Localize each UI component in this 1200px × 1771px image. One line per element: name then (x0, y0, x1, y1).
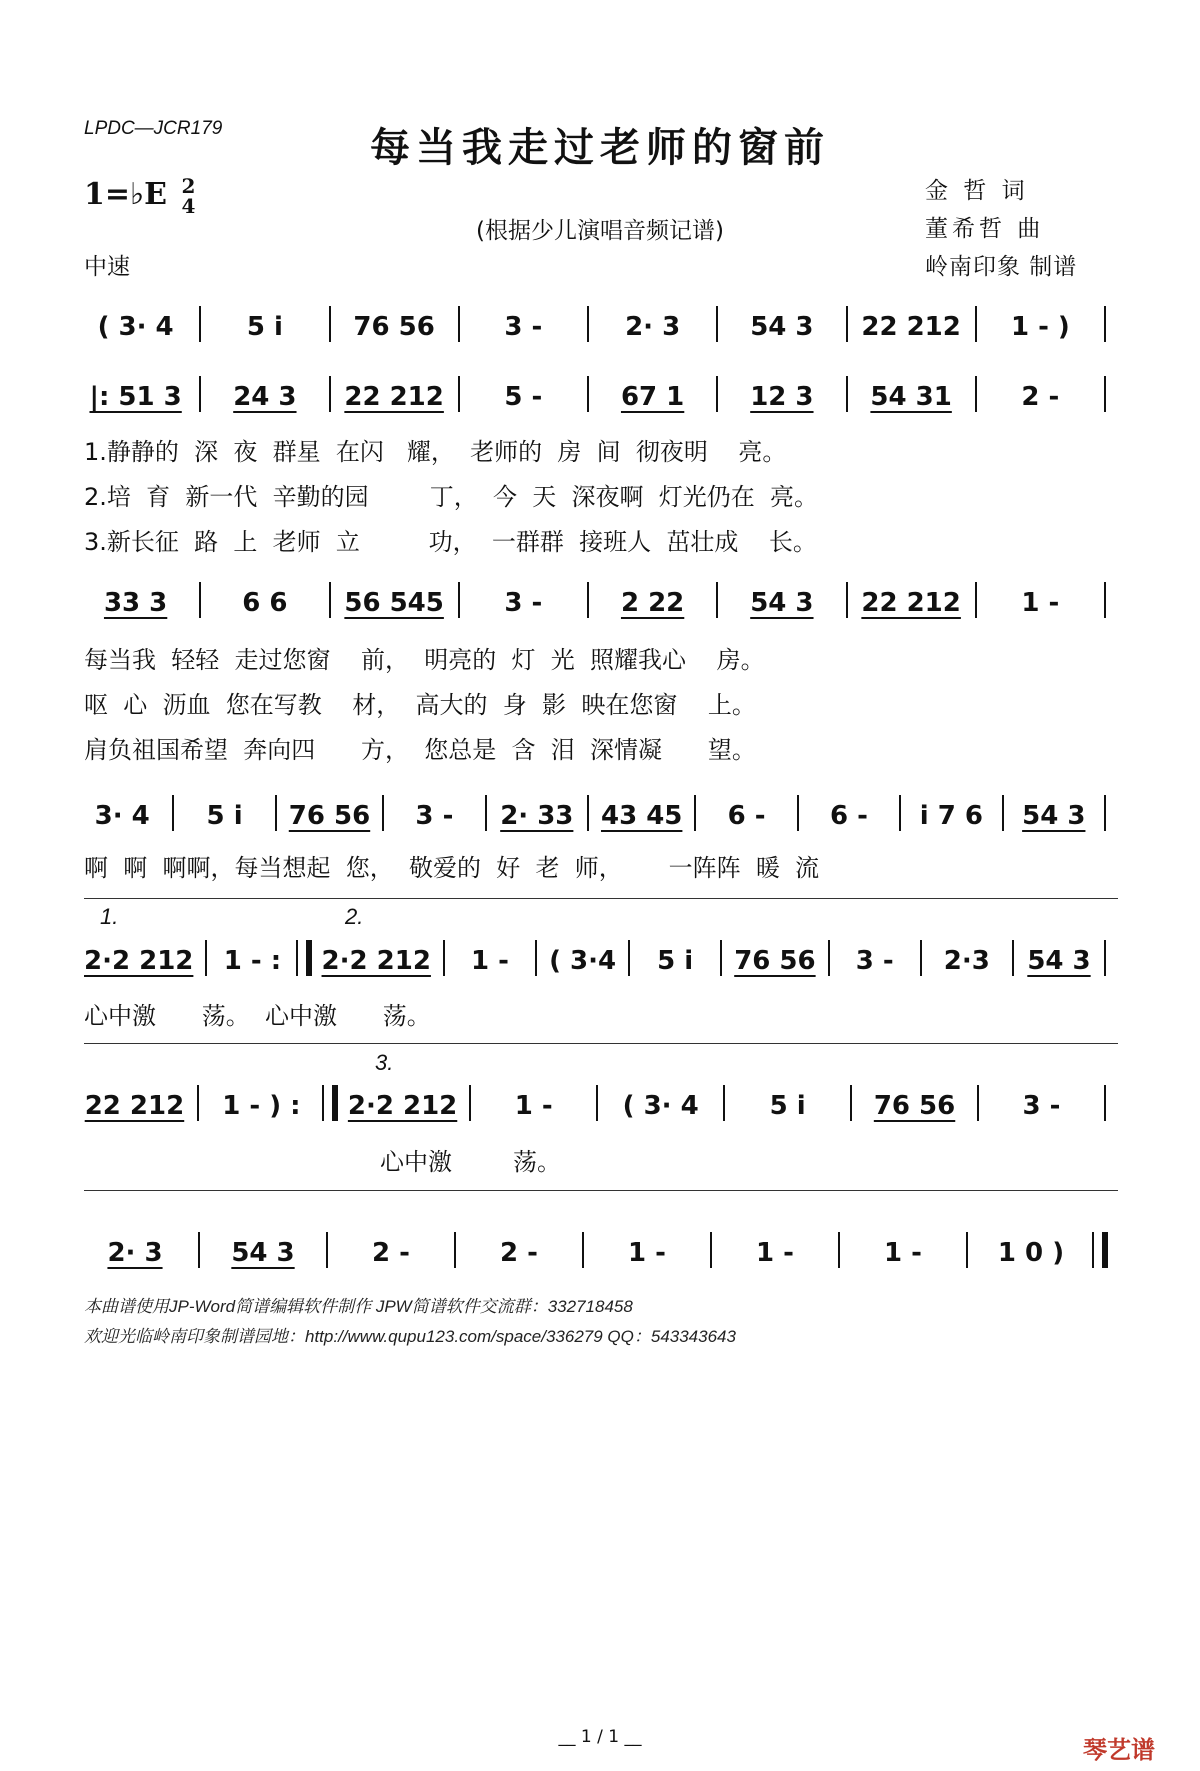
score-row-3 (84, 582, 1118, 618)
measure: i 7 6 (919, 801, 983, 831)
measure: 1 0 ) (997, 1238, 1065, 1268)
chorus-lyric-2: 呕 心 沥血 您在写教 材， 高大的 身 影 映在您窗 上。 (84, 691, 756, 719)
lyric-line-4: 啊 啊 啊啊，每当想起 您， 敬爱的 好 老 师， 一阵阵 暖 流 (84, 854, 820, 882)
brand-logo: 琴艺谱 (1083, 1736, 1155, 1764)
score-row-5 (84, 940, 1118, 976)
volta-3: 3. (375, 1050, 394, 1075)
lyric-line-6: 心中激 荡。 (380, 1148, 562, 1176)
measure: 54 3 (1027, 946, 1091, 976)
measure: 54 3 (231, 1238, 295, 1268)
score-row-4 (84, 795, 1118, 831)
measure: 22 212 (861, 588, 961, 618)
measure: 2· 33 (500, 801, 574, 831)
measure: 1 - (628, 1238, 666, 1268)
measure: 54 3 (1022, 801, 1086, 831)
footer-line-2: 欢迎光临岭南印象制谱园地：http://www.qupu123.com/space/336279 QQ：543343643 (84, 1327, 736, 1346)
measure: 2· 3 (107, 1238, 163, 1268)
measure: 56 545 (344, 588, 444, 618)
measure: 76 56 (288, 801, 371, 831)
measure: 5 i (246, 312, 283, 342)
score-code: LPDC—JCR179 (84, 118, 223, 139)
measure: 3 - (1022, 1091, 1061, 1121)
measure: 33 3 (103, 588, 168, 618)
measure: 1 - (756, 1238, 794, 1268)
measure: 24 3 (233, 382, 297, 412)
page-number: __ 1 / 1 __ (558, 1727, 642, 1747)
measure: 2 22 (620, 588, 685, 618)
measure: 2·2 212 (84, 946, 194, 976)
measure: 6 - (830, 801, 868, 831)
lyric-verse-2: 2.培 育 新一代 辛勤的园 丁， 今 天 深夜啊 灯光仍在 亮。 (84, 483, 818, 511)
song-title: 每当我走过老师的窗前 (370, 124, 830, 171)
measure: 2·3 (943, 946, 990, 976)
measure: 76 56 (873, 1091, 956, 1121)
measure: 3 - (504, 312, 543, 342)
measure: 1 - (471, 946, 509, 976)
score-row-6 (84, 1085, 1118, 1121)
subtitle: (根据少儿演唱音频记谱) (476, 218, 724, 244)
lyric-verse-3: 3.新长征 路 上 老师 立 功， 一群群 接班人 茁壮成 长。 (84, 528, 817, 556)
chorus-lyric-1: 每当我 轻轻 走过您窗 前， 明亮的 灯 光 照耀我心 房。 (84, 646, 765, 674)
volta-2: 2. (345, 904, 364, 929)
measure: 1 - (884, 1238, 922, 1268)
measure: 76 56 (734, 946, 816, 976)
measure: 6 - (727, 801, 766, 831)
key-signature (84, 176, 195, 216)
measure: ( 3· 4 (622, 1091, 699, 1121)
measure: 1 - (1021, 588, 1060, 618)
measure: 3 - (504, 588, 543, 618)
measure: 54 31 (870, 382, 952, 412)
measure: 22 212 (861, 312, 961, 342)
measure: 2 - (1021, 382, 1060, 412)
lyricist: 金 哲 词 (925, 178, 1029, 204)
arranger: 岭南印象 制谱 (925, 254, 1078, 280)
footer-line-1: 本曲谱使用JP-Word简谱编辑软件制作 JPW简谱软件交流群：332718458 (84, 1297, 633, 1316)
chorus-lyric-3: 肩负祖国希望 奔向四 方， 您总是 含 泪 深情凝 望。 (84, 736, 756, 764)
measure: 1 - (514, 1091, 553, 1121)
measure: 1 - ) : (222, 1091, 301, 1121)
measure: 22 212 (344, 382, 444, 412)
score-row-7 (84, 1232, 1118, 1268)
lyric-line-5: 心中激 荡。 心中激 荡。 (84, 1002, 431, 1030)
time-signature: 2 4 (181, 174, 196, 218)
measure: 22 212 (84, 1091, 185, 1121)
measure: 67 1 (620, 382, 685, 412)
volta-1: 1. (100, 904, 119, 929)
measure: ( 3· 4 (97, 312, 174, 342)
measure: 5 - (504, 382, 543, 412)
measure: 2 - (372, 1238, 410, 1268)
measure: 76 56 (353, 312, 435, 342)
measure: 43 45 (600, 801, 683, 831)
measure: 54 3 (750, 312, 814, 342)
measure: 6 6 (242, 588, 288, 618)
measure: 2·2 212 (347, 1091, 458, 1121)
measure: 2· 3 (625, 312, 681, 342)
tempo: 中速 (84, 254, 130, 280)
measure: 5 i (769, 1091, 806, 1121)
measure: 2·2 212 (321, 946, 431, 976)
score-row-2 (84, 376, 1118, 412)
key-label: 1=♭E (84, 177, 168, 212)
score-row-1 (84, 306, 1118, 342)
measure: 3 - (855, 946, 894, 976)
measure: 2 - (500, 1238, 538, 1268)
measure: 5 i (657, 946, 694, 976)
measure: 1 - ) (1010, 312, 1070, 342)
measure: ( 3·4 (549, 946, 617, 976)
measure: 54 3 (750, 588, 814, 618)
composer: 董希哲 曲 (925, 216, 1045, 242)
measure: |: 51 3 (89, 382, 182, 412)
measure: 3· 4 (94, 801, 150, 831)
measure: 5 i (206, 801, 243, 831)
measure: 12 3 (750, 382, 814, 412)
measure: 3 - (415, 801, 454, 831)
measure: 1 - : (223, 946, 282, 976)
lyric-verse-1: 1.静静的 深 夜 群星 在闪 耀， 老师的 房 间 彻夜明 亮。 (84, 438, 787, 466)
